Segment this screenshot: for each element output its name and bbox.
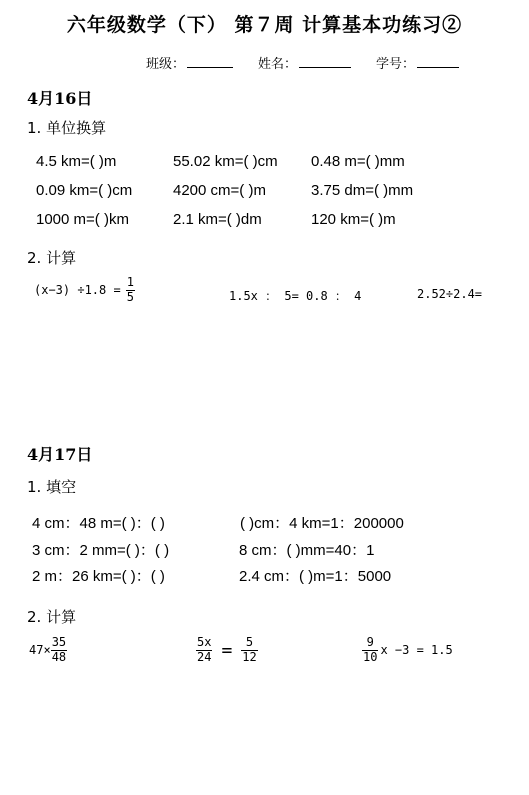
conversion-item: 2.1 km=( )dm bbox=[173, 211, 262, 228]
conversion-item: 120 km=( )m bbox=[311, 211, 396, 228]
ratio-item: 4 cm：48 m=( )：( ) bbox=[32, 515, 165, 532]
calc-3-suffix: x −3 = 1.5 bbox=[380, 643, 453, 658]
calc-1-prefix: 47× bbox=[29, 643, 51, 658]
fraction bbox=[241, 636, 257, 665]
ratio-item: 8 cm：( )mm=40：1 bbox=[239, 542, 375, 559]
day2-section1-heading: 1. 填空 bbox=[27, 478, 77, 496]
equation-3: 2.52÷2.4= bbox=[417, 287, 483, 301]
fraction-denominator: 12 bbox=[242, 649, 257, 664]
day1-section1-heading: 1. 单位换算 bbox=[27, 119, 107, 137]
fraction-denominator: 5 bbox=[126, 289, 134, 304]
ratio-item: 2.4 cm：( )m=1：5000 bbox=[239, 568, 392, 585]
calc-1 bbox=[29, 636, 67, 665]
ratio-item: 2 m：26 km=( )：( ) bbox=[32, 568, 165, 585]
name-label: 姓名： bbox=[258, 57, 298, 72]
equation-2: 1.5x ： 5= 0.8 ： 4 bbox=[229, 289, 362, 303]
fraction-numerator: 35 bbox=[51, 635, 67, 649]
equals-sign: = bbox=[221, 639, 233, 661]
day2-section2-heading: 2. 计算 bbox=[27, 608, 77, 626]
day1-date: 4月16日 bbox=[27, 89, 93, 108]
number-blank[interactable] bbox=[417, 55, 459, 68]
fraction-numerator: 9 bbox=[362, 636, 378, 651]
conversion-item: 0.48 m=( )mm bbox=[311, 153, 405, 170]
class-field bbox=[146, 53, 233, 72]
fraction bbox=[196, 636, 212, 665]
number-label: 学号： bbox=[376, 57, 416, 72]
class-label: 班级： bbox=[146, 57, 186, 72]
fraction bbox=[362, 636, 378, 665]
name-blank[interactable] bbox=[299, 55, 351, 68]
conversion-item: 0.09 km=( )cm bbox=[36, 182, 133, 199]
conversion-item: 55.02 km=( )cm bbox=[173, 153, 278, 170]
day1-section2-heading: 2. 计算 bbox=[27, 249, 77, 267]
number-field bbox=[376, 53, 459, 72]
conversion-item: 4200 cm=( )m bbox=[173, 182, 266, 199]
conversion-item: 1000 m=( )km bbox=[36, 211, 129, 228]
class-blank[interactable] bbox=[187, 55, 233, 68]
calc-2 bbox=[196, 636, 258, 665]
equation-1 bbox=[34, 276, 135, 305]
fraction-denominator: 10 bbox=[363, 649, 378, 664]
fraction-denominator: 48 bbox=[51, 649, 67, 664]
equation-1-expr: (x−3) ÷1.8 = bbox=[34, 283, 121, 298]
ratio-item: ( )cm：4 km=1：200000 bbox=[240, 515, 404, 532]
conversion-item: 4.5 km=( )m bbox=[36, 153, 117, 170]
page-title: 六年级数学（下） 第７周 计算基本功练习② bbox=[66, 14, 463, 36]
day2-date: 4月17日 bbox=[27, 445, 93, 464]
name-field bbox=[258, 53, 351, 72]
calc-3 bbox=[362, 636, 453, 665]
fraction-denominator: 24 bbox=[197, 649, 212, 664]
fraction-numerator: 1 bbox=[126, 275, 134, 289]
fraction-numerator: 5 bbox=[241, 636, 257, 651]
fraction bbox=[126, 276, 135, 305]
fraction-numerator: 5x bbox=[197, 635, 212, 649]
fraction bbox=[51, 636, 67, 665]
ratio-item: 3 cm：2 mm=( )：( ) bbox=[32, 542, 170, 559]
conversion-item: 3.75 dm=( )mm bbox=[311, 182, 414, 199]
